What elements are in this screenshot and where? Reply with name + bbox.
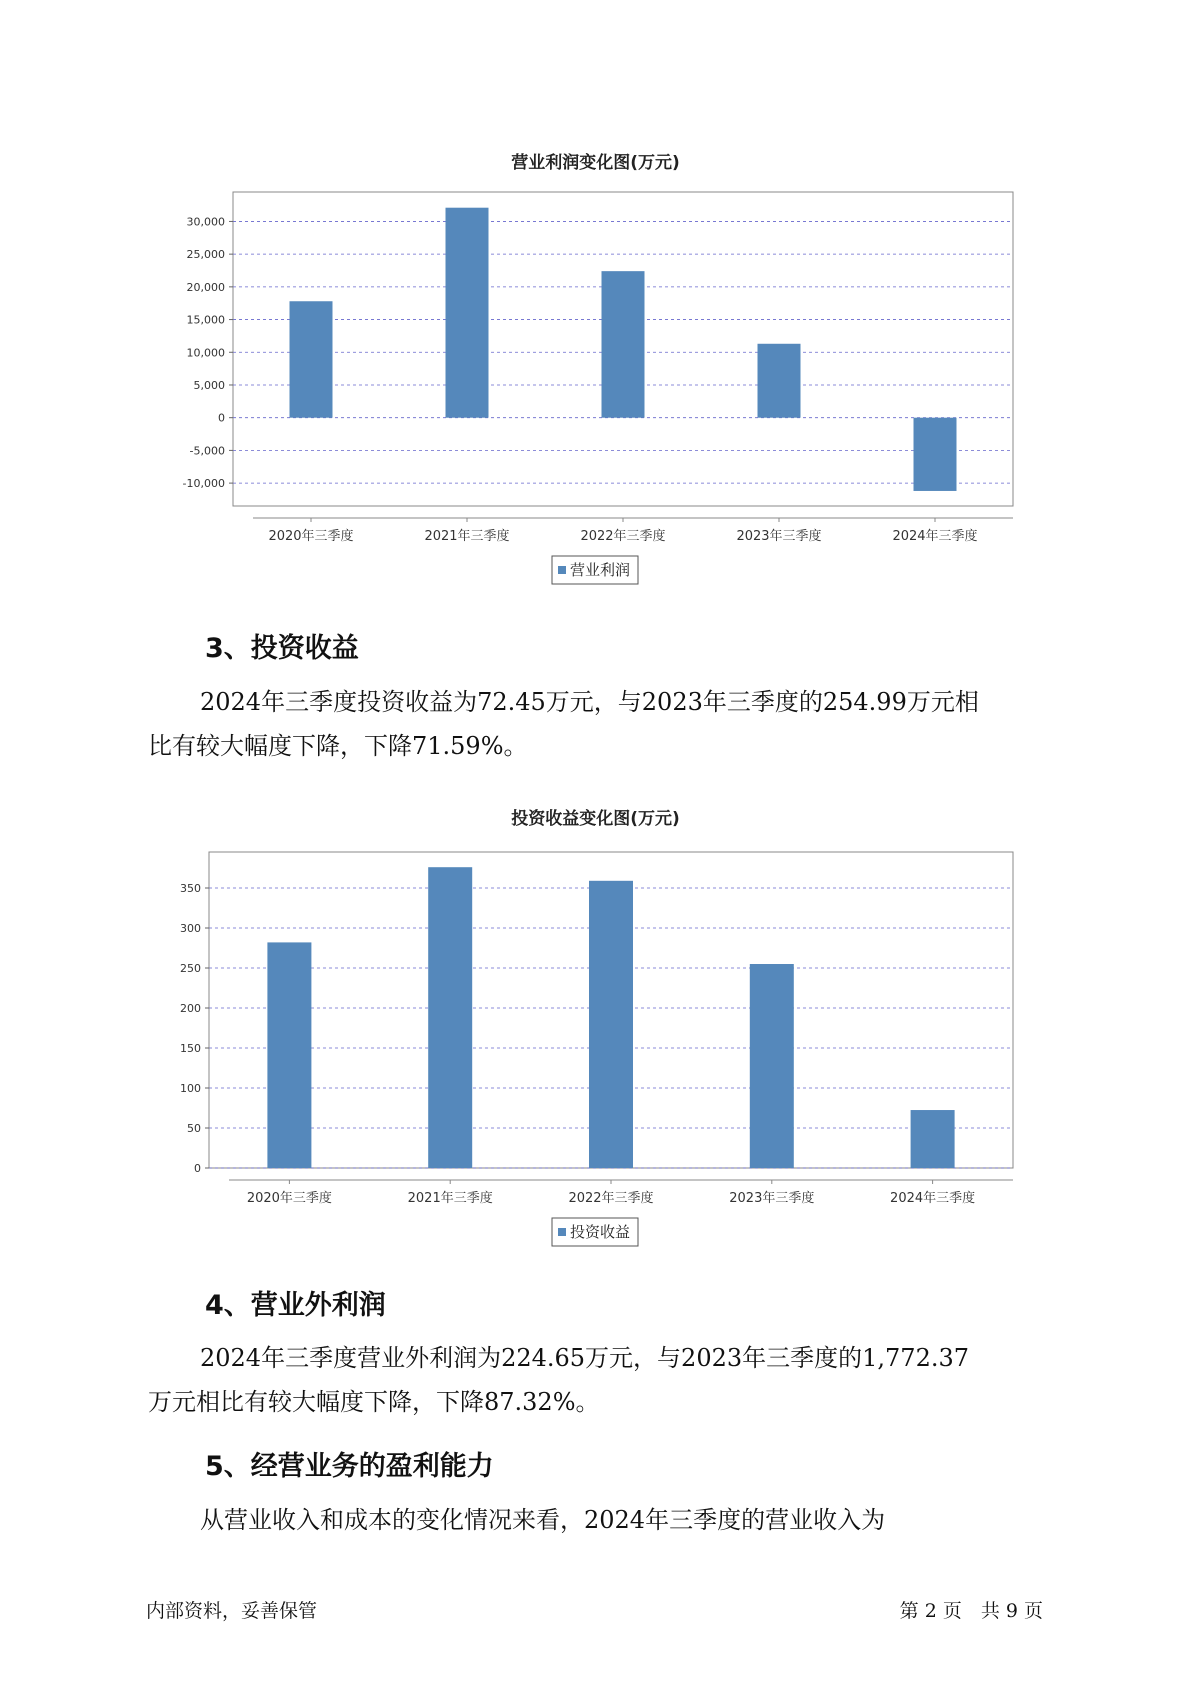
chart2-title: 投资收益变化图(万元) xyxy=(511,809,680,829)
x-tick-label: 2021年三季度 xyxy=(407,1191,493,1206)
x-tick-label: 2022年三季度 xyxy=(568,1191,654,1206)
section3-line2: 比有较大幅度下降，下降71.59%。 xyxy=(148,732,528,760)
x-tick-label: 2024年三季度 xyxy=(890,1191,976,1206)
section5-heading: 5、经营业务的盈利能力 xyxy=(205,1451,494,1482)
bar xyxy=(750,964,794,1168)
investment-income-chart xyxy=(0,830,1191,1250)
bar xyxy=(911,1110,955,1168)
y-tick-label: 0 xyxy=(194,1162,201,1175)
section4-heading: 4、营业外利润 xyxy=(205,1290,386,1321)
y-tick-label: 10,000 xyxy=(186,346,225,360)
y-tick-label: 350 xyxy=(180,882,201,895)
bar xyxy=(267,942,311,1168)
bar xyxy=(589,881,633,1168)
y-tick-label: 100 xyxy=(180,1082,201,1095)
y-tick-label: 20,000 xyxy=(186,280,225,294)
x-tick-label: 2021年三季度 xyxy=(424,529,510,544)
y-tick-label: 200 xyxy=(180,1002,201,1015)
y-tick-label: 250 xyxy=(180,962,201,975)
y-tick-label: 50 xyxy=(187,1122,201,1135)
legend-swatch xyxy=(558,1228,566,1236)
x-tick-label: 2024年三季度 xyxy=(892,529,978,544)
legend-swatch xyxy=(558,566,566,574)
footer-page-number: 第 2 页 共 9 页 xyxy=(899,1600,1043,1622)
bar xyxy=(758,344,801,418)
bar xyxy=(446,208,489,418)
chart1-title: 营业利润变化图(万元) xyxy=(511,153,680,173)
section5-paragraph xyxy=(148,1498,1058,1542)
x-tick-label: 2022年三季度 xyxy=(580,529,666,544)
bar xyxy=(290,301,333,417)
y-tick-label: -5,000 xyxy=(189,444,225,458)
y-tick-label: -10,000 xyxy=(182,477,225,491)
y-tick-label: 5,000 xyxy=(193,378,225,392)
section4-paragraph xyxy=(148,1336,1058,1424)
bar xyxy=(428,867,472,1168)
x-tick-label: 2023年三季度 xyxy=(736,529,822,544)
x-tick-label: 2023年三季度 xyxy=(729,1191,815,1206)
x-tick-label: 2020年三季度 xyxy=(246,1191,332,1206)
operating-profit-chart xyxy=(0,170,1191,590)
section4-line2: 万元相比有较大幅度下降，下降87.32%。 xyxy=(148,1388,600,1416)
y-tick-label: 300 xyxy=(180,922,201,935)
section3-paragraph xyxy=(148,680,1058,768)
legend-label: 营业利润 xyxy=(570,561,631,579)
bar xyxy=(602,271,645,418)
section3-line1: 2024年三季度投资收益为72.45万元，与2023年三季度的254.99万元相 xyxy=(200,688,979,716)
y-tick-label: 25,000 xyxy=(186,248,225,262)
legend-label: 投资收益 xyxy=(570,1223,631,1241)
section5-line1: 从营业收入和成本的变化情况来看，2024年三季度的营业收入为 xyxy=(200,1506,886,1534)
footer-confidential: 内部资料，妥善保管 xyxy=(146,1600,318,1622)
bar xyxy=(914,418,957,491)
y-tick-label: 150 xyxy=(180,1042,201,1055)
y-tick-label: 30,000 xyxy=(186,215,225,229)
y-tick-label: 15,000 xyxy=(186,313,225,327)
x-tick-label: 2020年三季度 xyxy=(268,529,354,544)
section3-heading: 3、投资收益 xyxy=(205,633,359,664)
section4-line1: 2024年三季度营业外利润为224.65万元，与2023年三季度的1,772.37 xyxy=(200,1344,970,1372)
y-tick-label: 0 xyxy=(218,411,225,425)
